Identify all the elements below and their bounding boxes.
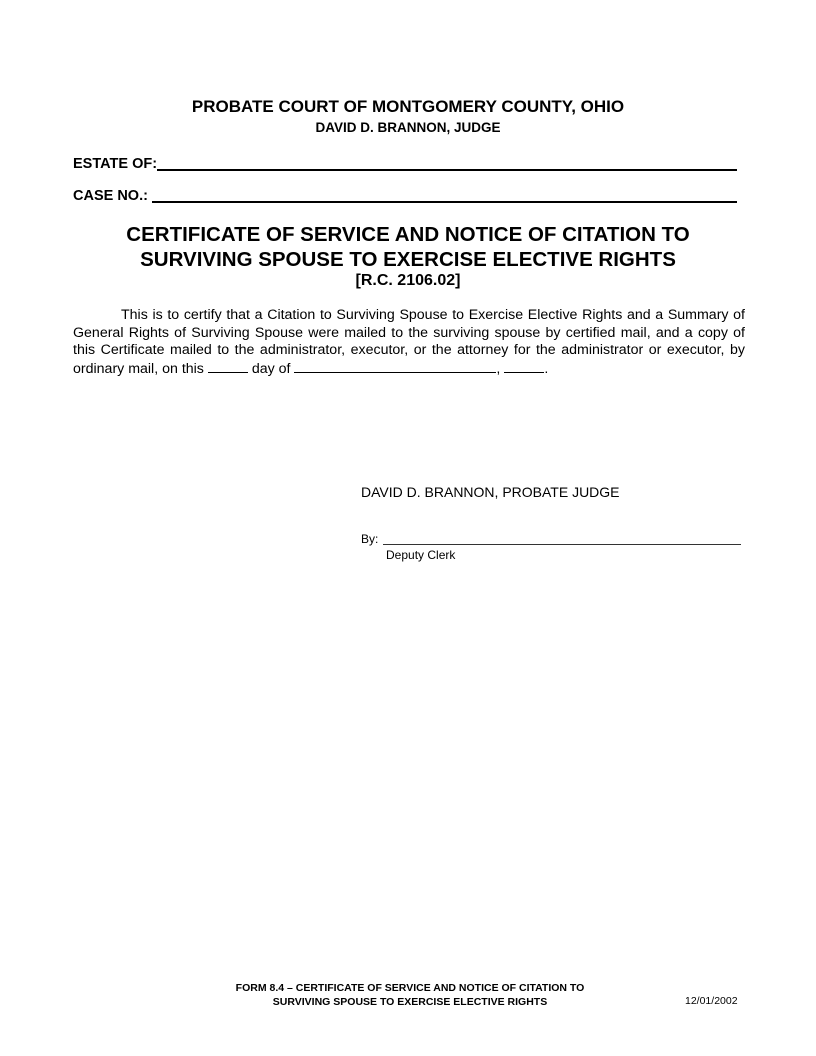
footer-line2: SURVIVING SPOUSE TO EXERCISE ELECTIVE RIGHTS — [272, 996, 548, 1008]
judge-subtitle: DAVID D. BRANNON, JUDGE — [315, 120, 501, 135]
comma: , — [496, 360, 501, 377]
document-title-line2: SURVIVING SPOUSE TO EXERCISE ELECTIVE RIGHTS — [140, 248, 676, 271]
day-of-text: day of — [251, 360, 291, 377]
certification-text: This is to certify that a Citation to Surviving Spouse to Exercise Elective Rights and a Summary of General Rights of Surviving Spouse were mailed to the surviving spouse by certified mail, and a copy of this Certificate mailed to the administrator, executor, or the attorney for the administrator or executor, — [73, 307, 745, 358]
deputy-clerk-label: Deputy Clerk — [386, 548, 456, 562]
document-title-line1: CERTIFICATE OF SERVICE AND NOTICE OF CITATION TO — [126, 223, 690, 246]
form-revision-date: 12/01/2002 — [685, 995, 738, 1007]
day-blank[interactable] — [208, 360, 248, 373]
by-label: By: — [361, 532, 379, 546]
by-signature-field — [361, 532, 741, 546]
form-footer — [190, 981, 630, 1009]
certification-paragraph — [73, 307, 745, 378]
certification-last-prefix: by ordinary mail, on this — [73, 342, 745, 377]
document-title — [0, 222, 816, 272]
judge-signature-name: DAVID D. BRANNON, PROBATE JUDGE — [361, 484, 620, 500]
by-signature-line[interactable] — [383, 532, 741, 545]
case-no-label: CASE NO.: — [73, 188, 152, 204]
estate-of-field — [73, 155, 737, 172]
case-no-field — [73, 187, 737, 204]
month-blank[interactable] — [294, 360, 496, 373]
estate-of-input[interactable] — [157, 155, 737, 171]
statute-reference: [R.C. 2106.02] — [355, 272, 461, 289]
case-no-input[interactable] — [152, 187, 737, 203]
footer-line1: FORM 8.4 – CERTIFICATE OF SERVICE AND NOTICE OF CITATION TO — [235, 982, 585, 994]
estate-of-label: ESTATE OF: — [73, 156, 158, 172]
year-blank[interactable] — [504, 360, 544, 373]
court-title: PROBATE COURT OF MONTGOMERY COUNTY, OHIO — [191, 97, 625, 116]
period: . — [544, 360, 549, 377]
